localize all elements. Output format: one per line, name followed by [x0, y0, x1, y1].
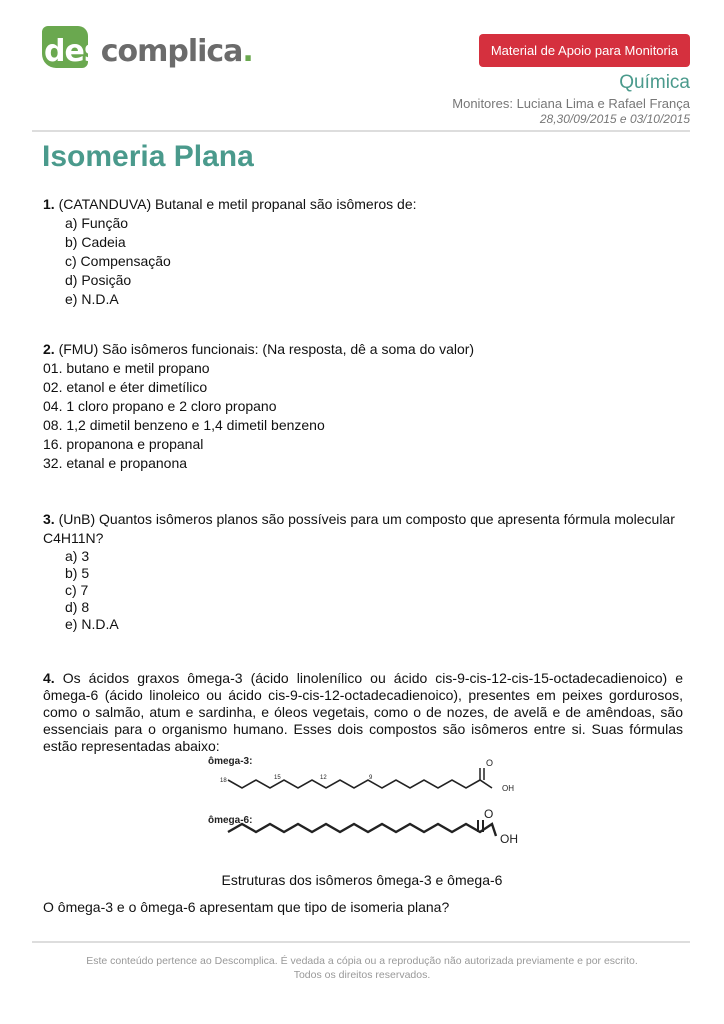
list-item: 32. etanal e propanona: [43, 455, 188, 471]
figure-caption: Estruturas dos isômeros ômega-3 e ômega-6: [221, 872, 503, 888]
list-item: 08. 1,2 dimetil benzeno e 1,4 dimetil benzeno: [43, 417, 325, 433]
option: d) 8: [65, 599, 90, 615]
option: e) N.D.A: [65, 616, 119, 632]
carbon-9-label: 9: [369, 775, 373, 781]
question-4-text: Os ácidos graxos ômega-3 (ácido linolenílico ou ácido cis-9-cis-12-cis-15-octadecadienoico) e ômega-6 (ácido linoleico ou ácido cis-9-cis-12-octadecadienoico), presentes em peixes gordurosos, como o salmão, atum e sardinha, e óleos vegetais, como o de nozes, de avelã e de amêndoas, são essenciais para o organismo humano. Esses dois compostos são isômeros entre si. Suas fórmulas estão representadas abaixo:: [43, 670, 684, 754]
list-item: 16. propanona e propanal: [43, 436, 204, 452]
omega6-label: ômega-6:: [208, 815, 253, 826]
omega-structures-figure: [206, 754, 518, 854]
carbon-18-label: 18: [220, 778, 227, 784]
subject: Química: [619, 72, 690, 93]
question-3-number: 3.: [43, 511, 55, 527]
question-4-statement: [43, 670, 683, 755]
question-1-options: [43, 214, 683, 309]
option: d) Posição: [65, 271, 132, 288]
option: b) 5: [65, 565, 90, 581]
question-2-statement: [43, 340, 683, 359]
omega6-oxygen-label: O: [484, 807, 494, 821]
omega3-chain: [228, 780, 492, 788]
question-2: [43, 340, 683, 473]
question-2-number: 2.: [43, 341, 55, 357]
logo-text-complica: complica: [100, 34, 243, 69]
question-2-text: (FMU) São isômeros funcionais: (Na resposta, dê a soma do valor): [58, 341, 475, 357]
omega6-hydroxyl-label: OH: [500, 832, 518, 846]
logo-text-des: des: [44, 34, 101, 69]
dates: 28,30/09/2015 e 03/10/2015: [539, 112, 690, 126]
question-3-text: (UnB) Quantos isômeros planos são possíveis para um composto que apresenta fórmula molecular C4H11N?: [43, 511, 675, 546]
question-1-text: (CATANDUVA) Butanal e metil propanal são isômeros de:: [58, 196, 417, 212]
carbon-12-label: 12: [320, 775, 327, 781]
material-badge: Material de Apoio para Monitoria: [479, 34, 690, 67]
question-1-statement: [43, 195, 683, 214]
footer-line-2: Todos os direitos reservados.: [293, 969, 431, 981]
list-item: 04. 1 cloro propano e 2 cloro propano: [43, 398, 277, 414]
question-3-statement: [43, 510, 683, 547]
question-4: [43, 670, 683, 755]
carbon-15-label: 15: [274, 775, 281, 781]
option: a) 3: [65, 548, 90, 564]
question-1: [43, 195, 683, 309]
omega3-label: ômega-3:: [208, 756, 253, 767]
list-item: 02. etanol e éter dimetílico: [43, 379, 208, 395]
footer-divider: [32, 941, 690, 943]
question-4-prompt: O ômega-3 e o ômega-6 apresentam que tipo de isomeria plana?: [43, 899, 450, 915]
option: b) Cadeia: [65, 233, 126, 250]
list-item: 01. butano e metil propano: [43, 360, 210, 376]
question-3: [43, 510, 683, 632]
option: c) 7: [65, 582, 89, 598]
omega3-hydroxyl-label: OH: [502, 784, 514, 793]
question-1-number: 1.: [43, 196, 55, 212]
omega6-chain: [228, 824, 496, 836]
header-divider: [32, 130, 690, 132]
footer-line-1: Este conteúdo pertence ao Descomplica. É vedada a cópia ou a reprodução não autorizada previamente e por escrito.: [86, 955, 638, 967]
descomplica-logo: [42, 26, 253, 72]
monitors: Monitores: Luciana Lima e Rafael França: [452, 96, 690, 111]
omega3-oxygen-label: O: [486, 758, 494, 768]
option: c) Compensação: [65, 252, 171, 269]
option: a) Função: [65, 214, 129, 231]
option: e) N.D.A: [65, 290, 119, 307]
page-title: Isomeria Plana: [42, 140, 254, 173]
question-4-number: 4.: [43, 670, 55, 686]
question-2-items: [43, 359, 683, 473]
question-3-options: [43, 547, 683, 632]
logo-dot: .: [242, 34, 253, 69]
footer: [0, 954, 724, 982]
